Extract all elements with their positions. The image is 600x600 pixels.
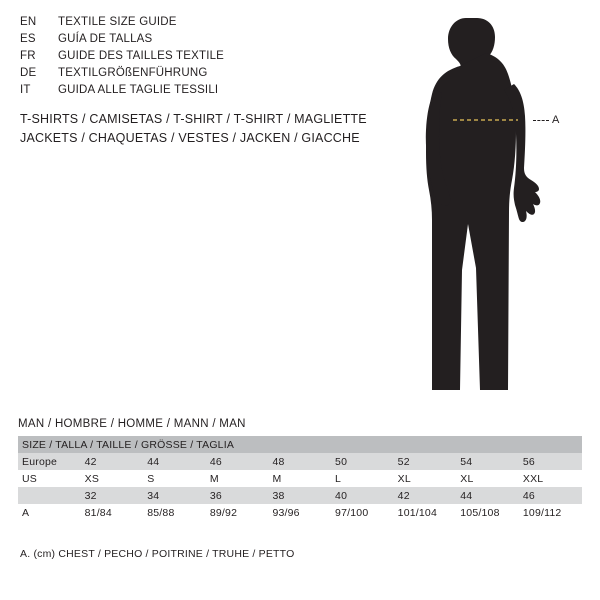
cell: 93/96 [268,504,331,521]
cell: 32 [81,487,144,504]
category-list [20,110,400,148]
cell: L [331,470,394,487]
language-text: GUIDA ALLE TAGLIE TESSILI [58,84,219,96]
cell: 40 [331,487,394,504]
row-label [18,487,81,504]
row-label: A [18,504,81,521]
cell: 101/104 [394,504,457,521]
cell: 85/88 [143,504,206,521]
measure-dash-line [533,120,549,122]
cell: 46 [519,487,582,504]
cell: 105/108 [456,504,519,521]
size-table [18,436,582,521]
language-row [20,84,380,101]
cell: 52 [394,453,457,470]
cell: XS [81,470,144,487]
table-row [18,453,582,470]
cell: 36 [206,487,269,504]
cell: 46 [206,453,269,470]
row-label: US [18,470,81,487]
cell: 56 [519,453,582,470]
footnote: A. (cm) CHEST / PECHO / POITRINE / TRUHE / PETTO [20,548,295,560]
table-row [18,470,582,487]
language-row [20,33,380,50]
male-silhouette-figure [400,8,600,408]
cell: 50 [331,453,394,470]
language-code: FR [20,50,36,62]
cell: XL [394,470,457,487]
cell: 38 [268,487,331,504]
cell: XL [456,470,519,487]
cell: 54 [456,453,519,470]
cell: M [268,470,331,487]
row-label: Europe [18,453,81,470]
cell: 48 [268,453,331,470]
table-row [18,504,582,521]
language-code: DE [20,67,37,79]
cell: 89/92 [206,504,269,521]
language-code: IT [20,84,31,96]
table-header-row [18,436,582,453]
category-line: JACKETS / CHAQUETAS / VESTES / JACKEN / GIACCHE [20,131,360,145]
language-row [20,50,380,67]
table-row [18,487,582,504]
language-row [20,67,380,84]
language-text: TEXTILGRÖßENFÜHRUNG [58,67,208,79]
language-text: GUÍA DE TALLAS [58,33,153,45]
cell: 44 [143,453,206,470]
table-title: MAN / HOMBRE / HOMME / MANN / MAN [18,418,246,430]
cell: 97/100 [331,504,394,521]
size-table-area [18,418,582,521]
cell: S [143,470,206,487]
language-code: ES [20,33,36,45]
language-text: GUIDE DES TAILLES TEXTILE [58,50,225,62]
category-line: T-SHIRTS / CAMISETAS / T-SHIRT / T-SHIRT / MAGLIETTE [20,112,367,126]
measure-label-a: A [552,114,560,126]
language-row [20,16,380,33]
silhouette-icon [400,8,600,408]
cell: 42 [394,487,457,504]
cell: M [206,470,269,487]
cell: 109/112 [519,504,582,521]
cell: 42 [81,453,144,470]
language-list [20,16,380,101]
table-header-label: SIZE / TALLA / TAILLE / GRÖSSE / TAGLIA [18,436,582,453]
cell: XXL [519,470,582,487]
language-code: EN [20,16,37,28]
cell: 44 [456,487,519,504]
cell: 34 [143,487,206,504]
language-text: TEXTILE SIZE GUIDE [58,16,177,28]
cell: 81/84 [81,504,144,521]
